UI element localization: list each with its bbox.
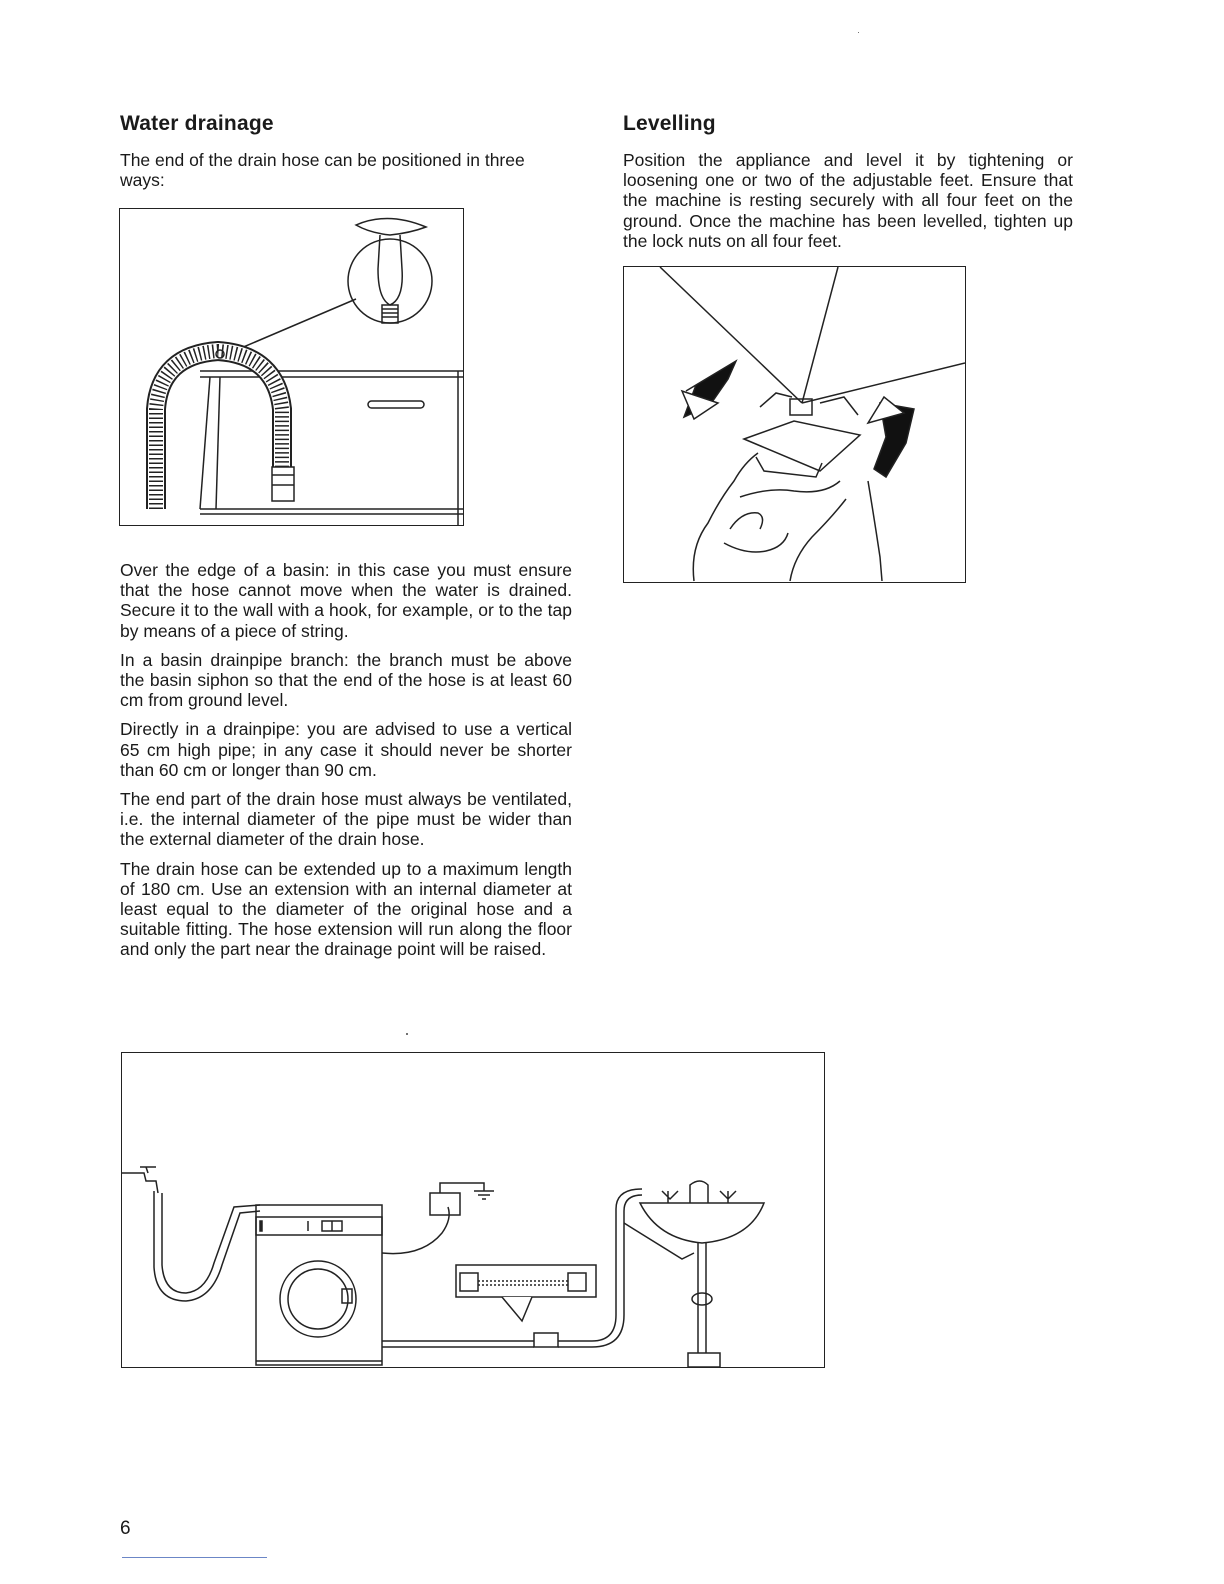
stray-mark: [406, 1033, 408, 1035]
water-drainage-heading: Water drainage: [120, 112, 274, 135]
levelling-heading: Levelling: [623, 112, 716, 135]
paragraph-drainpipe: Directly in a drainpipe: you are advised to use a vertical 65 cm high pipe; in any case it should never be shorter than 60 cm or longer than 90 cm.: [120, 719, 572, 780]
stray-mark: [858, 32, 859, 33]
paragraph-drainpipe-branch: In a basin drainpipe branch: the branch must be above the basin siphon so that the end of the hose is at least 60 cm from ground level.: [120, 649, 572, 711]
footer-rule: [122, 1557, 267, 1558]
levelling-section: [623, 112, 1073, 260]
paragraph-basin-edge: Over the edge of a basin: in this case you must ensure that the hose cannot move when the water is drained. Secure it to the wall with a hook, for example, or to the tap by means of a piece of string.: [120, 560, 572, 641]
drain-hose-illustration: [119, 208, 464, 526]
installation-overview-illustration: [121, 1052, 825, 1368]
paragraph-extension: The drain hose can be extended up to a maximum length of 180 cm. Use an extension with an internal diameter at least equal to the diameter of the original hose and a suitable fitting. The hose extension will run along the floor and only the part near the drainage point will be raised.: [120, 858, 572, 960]
paragraph-ventilation: The end part of the drain hose must always be ventilated, i.e. the internal diameter of the pipe must be wider than the external diameter of the drain hose.: [120, 789, 572, 850]
water-drainage-section: [120, 112, 572, 190]
page-number: 6: [120, 1518, 131, 1539]
water-drainage-intro: The end of the drain hose can be positioned in three ways:: [120, 150, 525, 191]
drainage-instructions: [120, 560, 572, 969]
levelling-foot-illustration: [623, 266, 966, 583]
levelling-paragraph: Position the appliance and level it by tightening or loosening one or two of the adjustable feet. Ensure that the machine is resting securely with all four feet on the ground. Once the machine has been levelled, tighten up the lock nuts on all four feet.: [623, 150, 1073, 251]
